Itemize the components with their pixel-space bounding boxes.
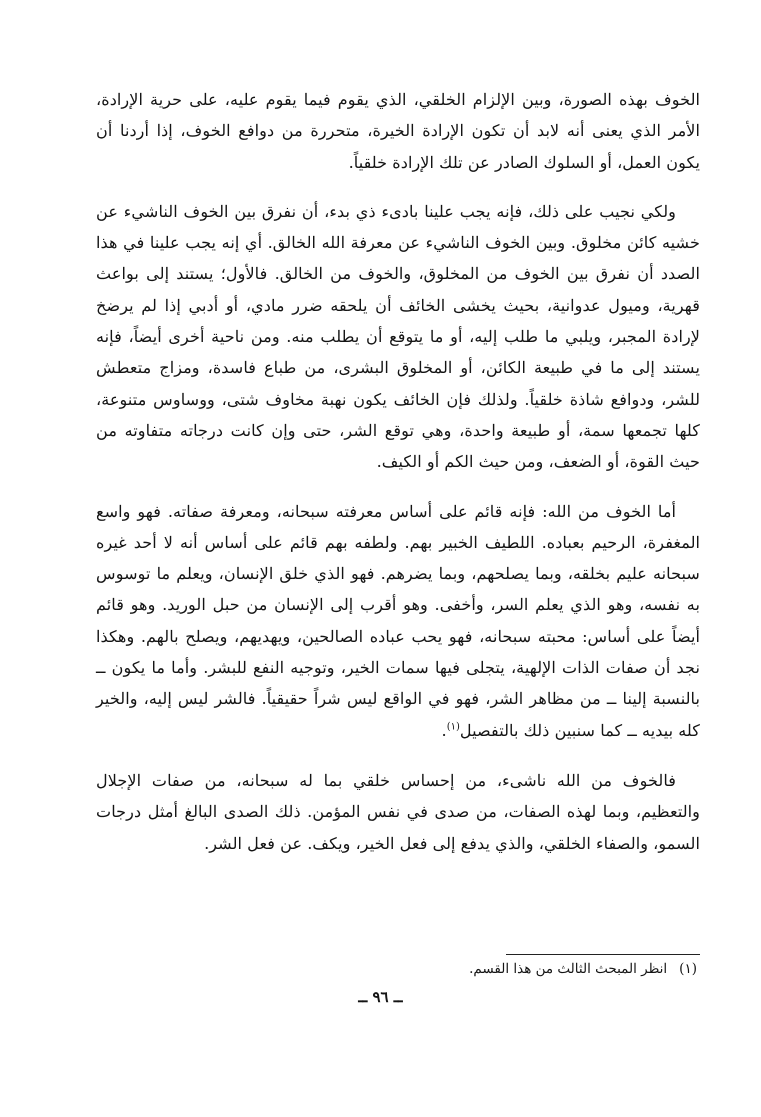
footnote xyxy=(97,959,697,979)
paragraph-4: فالخوف من الله ناشىء، من إحساس خلقي بما له سبحانه، من صفات الإجلال والتعظيم، وبما لهذه الصفات، من صدى في نفس المؤمن. ذلك الصدى البالغ أمثل درجات السمو، والصفاء الخلقي، والذي يدفع إلى فعل الخير، ويكف. عن فعل الشر. xyxy=(96,770,700,853)
page-body xyxy=(96,84,700,859)
paragraph-1: الخوف بهذه الصورة، وبين الإلزام الخلقي، الذي يقوم فيما يقوم عليه، على حرية الإرادة، الأمر الذي يعنى أنه لابد أن تكون الإرادة الخيرة، متحررة من دوافع الخوف، إذا أردنا أن يكون العمل، أو السلوك الصادر عن تلك الإرادة خلقياً. xyxy=(96,90,700,172)
page-number: ــ ٩٦ ــ xyxy=(358,988,403,1006)
paragraph-3 xyxy=(96,496,700,746)
footnote-number: (١) xyxy=(679,961,697,977)
footnote-divider xyxy=(506,954,700,955)
paragraph-3-end: . xyxy=(441,720,447,740)
footnote-reference: (١) xyxy=(446,721,460,733)
footnote-text: انظر المبحث الثالث من هذا القسم. xyxy=(469,961,668,977)
paragraph-3-text: أما الخوف من الله: فإنه قائم على أساس معرفته سبحانه، ومعرفة صفاته. فهو واسع المغفرة، الرحيم بعباده. اللطيف الخبير بهم. ولطفه بهم قائم على أساس أنه لا أحد غيره سبحانه عليم بخلقه، وبما يصلحهم، وبما يضرهم. فهو الذي خلق الإنسان، ويعلم ما توسوس به نفسه، وهو الذي يعلم السر، وأخفى. وهو أقرب إلى الإنسان من حبل الوريد. وهو قائم أيضاً على أساس: محبته سبحانه، فهو يحب عباده الصالحين، ويهديهم، ويصلح بالهم. وهكذا نجد أن صفات الذات الإلهية، يتجلى فيها سمات الخير، وتوجيه النفع للبشر. وأما ما يكون ــ بالنسبة إلينا ــ من مظاهر الشر، فهو في الواقع ليس شراً حقيقياً. فالشر ليس إليه، والخير كله بيديه ــ كما سنبين ذلك بالتفصيل xyxy=(96,501,700,740)
paragraph-2: ولكي نجيب على ذلك، فإنه يجب علينا بادىء ذي بدء، أن نفرق بين الخوف الناشيء عن خشيه كائن مخلوق. وبين الخوف الناشيء عن معرفة الله الخالق. أي إنه يجب علينا في هذا الصدد أن نفرق بين الخوف من المخلوق، والخوف من الخالق. فالأول؛ يستند إلى بواعث قهرية، وميول عدوانية، بحيث يخشى الخائف أن يلحقه ضرر مادي، أو أدبي إذا لم يرضخ لإرادة المجبر، ويلبي ما طلب إليه، أو ما يتوقع أن يطلب منه. ومن ناحية أخرى أيضاً، فإنه يستند إلى ما في طبيعة الكائن، أو المخلوق البشرى، من طباع فاسدة، ومزاج متعطش للشر، ودوافع شاذة خلقياً. ولذلك فإن الخائف يكون نهبة مخاوف شتى، ووساوس متنوعة، كلها تجمعها سمة، أو طبيعة واحدة، وهي توقع الشر، حتى وإن كانت درجاته متفاوته من حيث القوة، أو الضعف، ومن حيث الكم أو الكيف. xyxy=(96,201,700,472)
